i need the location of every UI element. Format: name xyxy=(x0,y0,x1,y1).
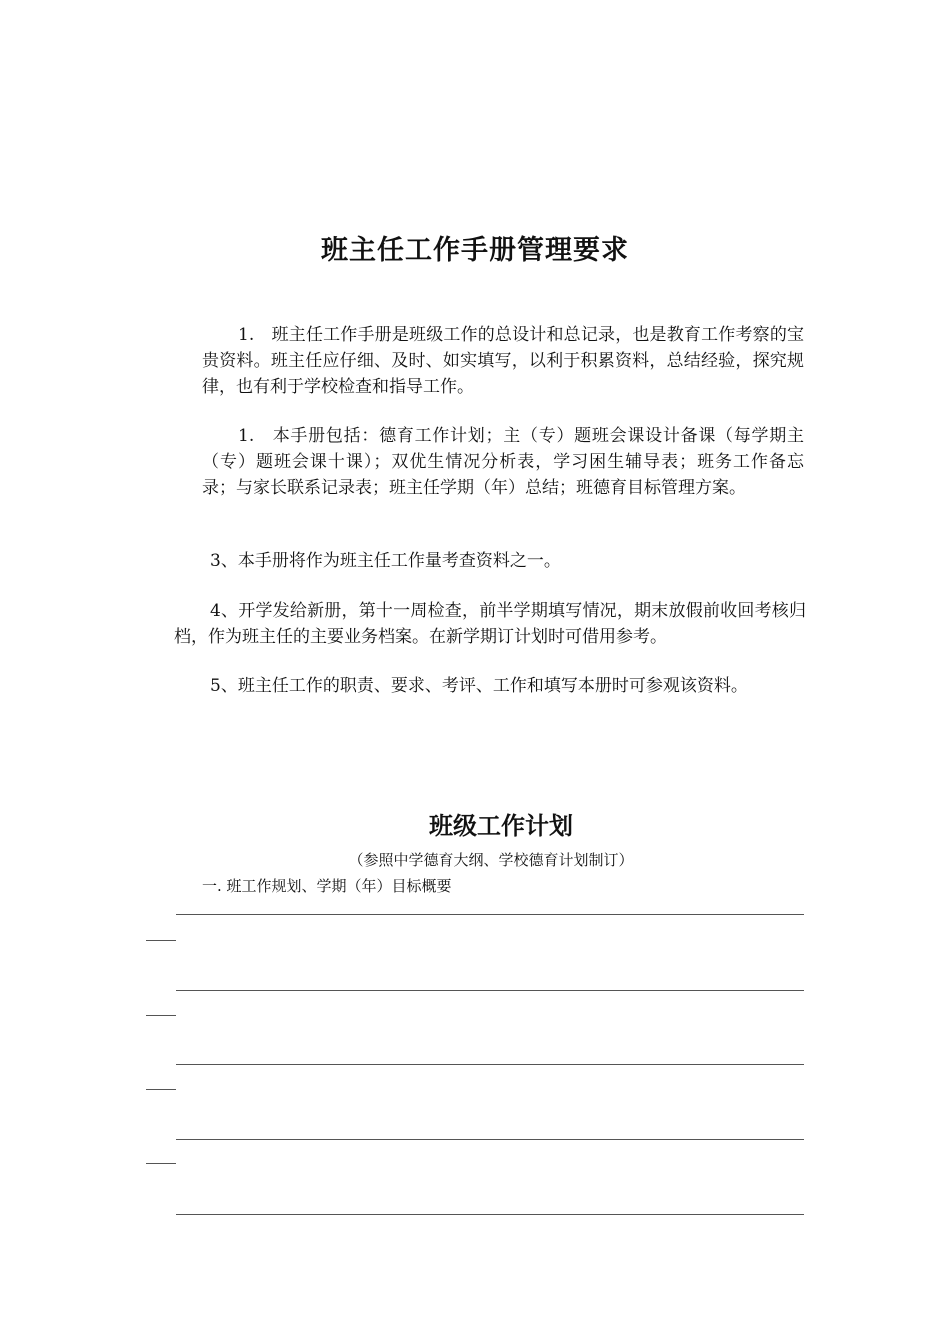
plan-section-heading: 一. 班工作规划、学期（年）目标概要 xyxy=(202,877,452,895)
plan-title: 班级工作计划 xyxy=(429,811,573,840)
plan-note: （参照中学德育大纲、学校德育计划制订） xyxy=(348,851,634,869)
writing-line xyxy=(176,990,804,991)
writing-line xyxy=(176,1064,804,1065)
writing-line xyxy=(176,1214,804,1215)
writing-line-stub xyxy=(146,940,176,941)
writing-line-stub xyxy=(146,1089,176,1090)
requirement-paragraph-2: 1. 本手册包括：德育工作计划；主（专）题班会课设计备课（每学期主（专）题班会课十课）；双优生情况分析表，学习困生辅导表；班务工作备忘录；与家长联系记录表；班主任学期（年）总结；班德育目标管理方案。 xyxy=(202,426,804,498)
requirement-paragraph-5: 5、班主任工作的职责、要求、考评、工作和填写本册时可参观该资料。 xyxy=(210,676,748,696)
writing-line xyxy=(176,1139,804,1140)
requirement-paragraph-3: 3、本手册将作为班主任工作量考查资料之一。 xyxy=(210,551,561,571)
writing-line xyxy=(176,914,804,915)
writing-line-stub xyxy=(146,1163,176,1164)
writing-line-stub xyxy=(146,1015,176,1016)
requirement-paragraph-1: 1. 班主任工作手册是班级工作的总设计和总记录，也是教育工作考察的宝贵资料。班主任应仔细、及时、如实填写，以利于积累资料，总结经验，探究规律，也有利于学校检查和指导工作。 xyxy=(202,325,804,397)
requirement-paragraph-4: 4、开学发给新册，第十一周检查，前半学期填写情况，期末放假前收回考核归档，作为班主任的主要业务档案。在新学期订计划时可借用参考。 xyxy=(174,601,806,647)
document-title: 班主任工作手册管理要求 xyxy=(321,235,629,266)
